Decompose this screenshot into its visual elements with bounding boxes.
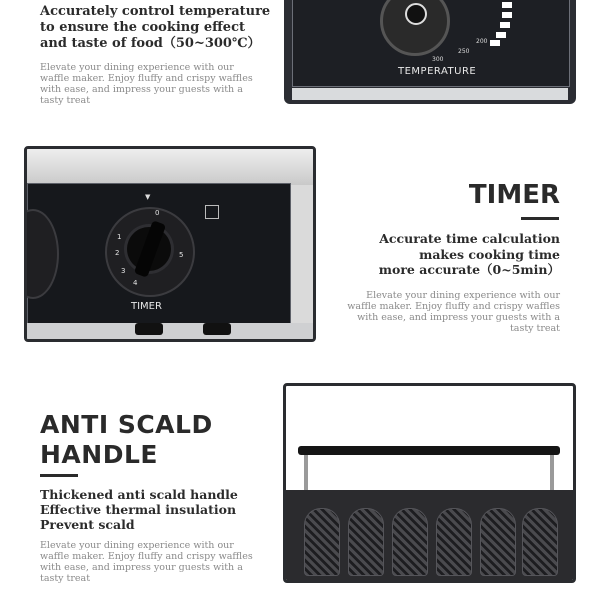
timer-panel-label: TIMER [131,301,162,312]
scale-mark [500,22,510,28]
timer-panel-base [27,323,313,342]
temperature-scale [432,0,516,66]
temperature-panel-strip [292,88,568,100]
temperature-heading [40,4,280,52]
handle-heading [40,487,290,532]
handle-title [40,410,280,470]
scale-mark [502,12,512,18]
timer-heading-line-2: makes cooking time [419,246,560,262]
timer-tick-label: 1 [117,233,122,241]
indicator-triangle-icon: ▼ [145,193,151,201]
waffle-mold [436,508,472,576]
temperature-tick-label: 300 [432,56,444,63]
timer-heading-line-1: Accurate time calculation [379,231,560,246]
knob-grip-icon [405,3,427,25]
timer-tick-label: 2 [115,249,120,257]
timer-heading-line-3: more accurate（0~5min） [378,262,560,277]
waffle-mold [480,508,516,576]
handle-description [40,540,280,584]
temperature-heading-line-2: to ensure the cooking effect [40,20,245,35]
handle-post-right [550,452,554,492]
handle-post-left [304,452,308,492]
scale-mark [490,40,500,46]
timer-heading [330,231,560,278]
timer-title-rule [521,217,559,220]
timer-panel-image [24,146,316,342]
machine-foot [203,323,231,335]
waffle-mold [522,508,558,576]
handle-image [283,383,576,583]
handle-description-line-2: waffle maker. Enjoy fluffy and crispy waffles [40,551,253,562]
timer-tick-label: 5 [179,251,184,259]
waffle-mold [392,508,428,576]
handle-heading-line-1: Thickened anti scald handle [40,487,238,502]
timer-symbol-icon [205,205,219,219]
timer-panel-top [27,149,313,185]
timer-description-line-4: tasty treat [509,323,560,334]
temperature-description [40,62,280,106]
temperature-panel-label: TEMPERATURE [398,66,477,77]
handle-description-line-4: tasty treat [40,573,91,584]
scale-mark [496,32,506,38]
waffle-mold [304,508,340,576]
temperature-description-line-4: tasty treat [40,95,91,106]
anti-scald-handle-bar [298,446,560,455]
timer-tick-label: 4 [133,279,138,287]
timer-description [320,290,560,334]
timer-description-line-3: with ease, and impress your guests with a [357,312,560,323]
timer-title: TIMER [468,180,560,210]
temperature-tick-label: 200 [476,38,488,45]
waffle-mold [348,508,384,576]
handle-description-line-3: with ease, and impress your guests with a [40,562,243,573]
machine-foot [135,323,163,335]
timer-description-line-1: Elevate your dining experience with our [366,290,560,301]
scale-mark [502,2,512,8]
temperature-tick-label: 250 [458,48,470,55]
handle-title-rule [40,474,78,477]
handle-title-line-1: ANTI SCALD [40,410,213,439]
timer-description-line-2: waffle maker. Enjoy fluffy and crispy waffles [347,301,560,312]
temperature-description-line-1: Elevate your dining experience with our [40,62,234,73]
handle-title-line-2: HANDLE [40,440,158,469]
handle-heading-line-2: Effective thermal insulation [40,502,237,517]
temperature-description-line-2: waffle maker. Enjoy fluffy and crispy waffles [40,73,253,84]
timer-tick-label: 3 [121,267,126,275]
handle-description-line-1: Elevate your dining experience with our [40,540,234,551]
temperature-description-line-3: with ease, and impress your guests with a [40,84,243,95]
temperature-heading-line-3: and taste of food（50~300℃） [40,36,261,51]
handle-heading-line-3: Prevent scald [40,517,135,532]
temperature-heading-line-1: Accurately control temperature [40,4,271,19]
timer-tick-label: 0 [155,209,160,217]
